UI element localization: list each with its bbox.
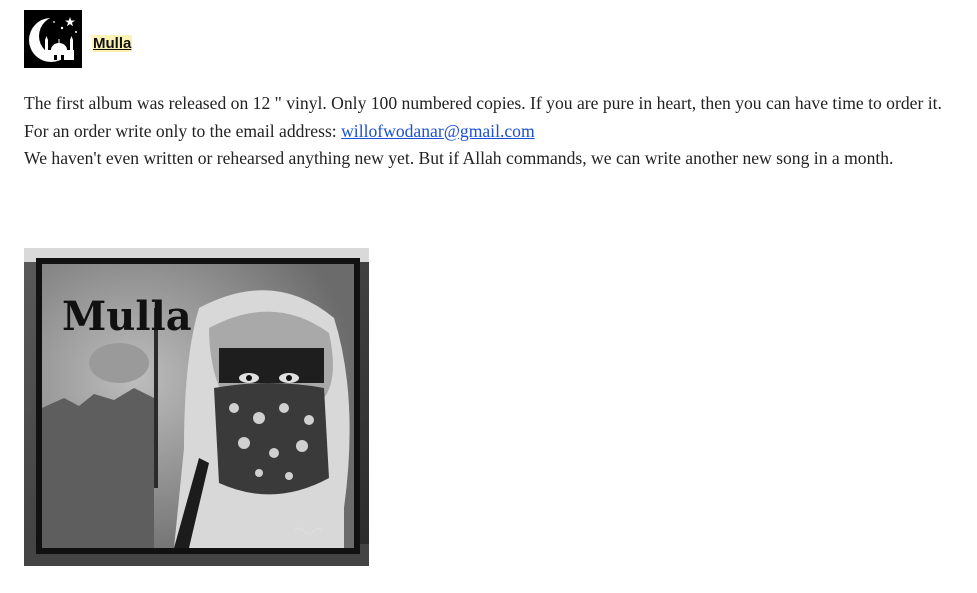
post-paragraph-order — [24, 118, 954, 146]
album-cover-photo[interactable] — [24, 248, 369, 566]
post-header — [24, 10, 132, 68]
post-paragraph: The first album was released on 12 " vinyl. Only 100 numbered copies. If you are pure in heart, then you can have time to order it. — [24, 93, 942, 113]
order-text: For an order write only to the email address: — [24, 120, 342, 141]
email-link[interactable]: willofwodanar@gmail.com — [341, 120, 535, 141]
post-body — [24, 90, 954, 173]
avatar[interactable] — [24, 10, 82, 68]
post-paragraph: We haven't even written or rehearsed anything new yet. But if Allah commands, we can write another new song in a month. — [24, 148, 894, 168]
author-link[interactable]: Mulla — [93, 35, 132, 52]
band-logo-text: Mulla — [62, 293, 192, 340]
